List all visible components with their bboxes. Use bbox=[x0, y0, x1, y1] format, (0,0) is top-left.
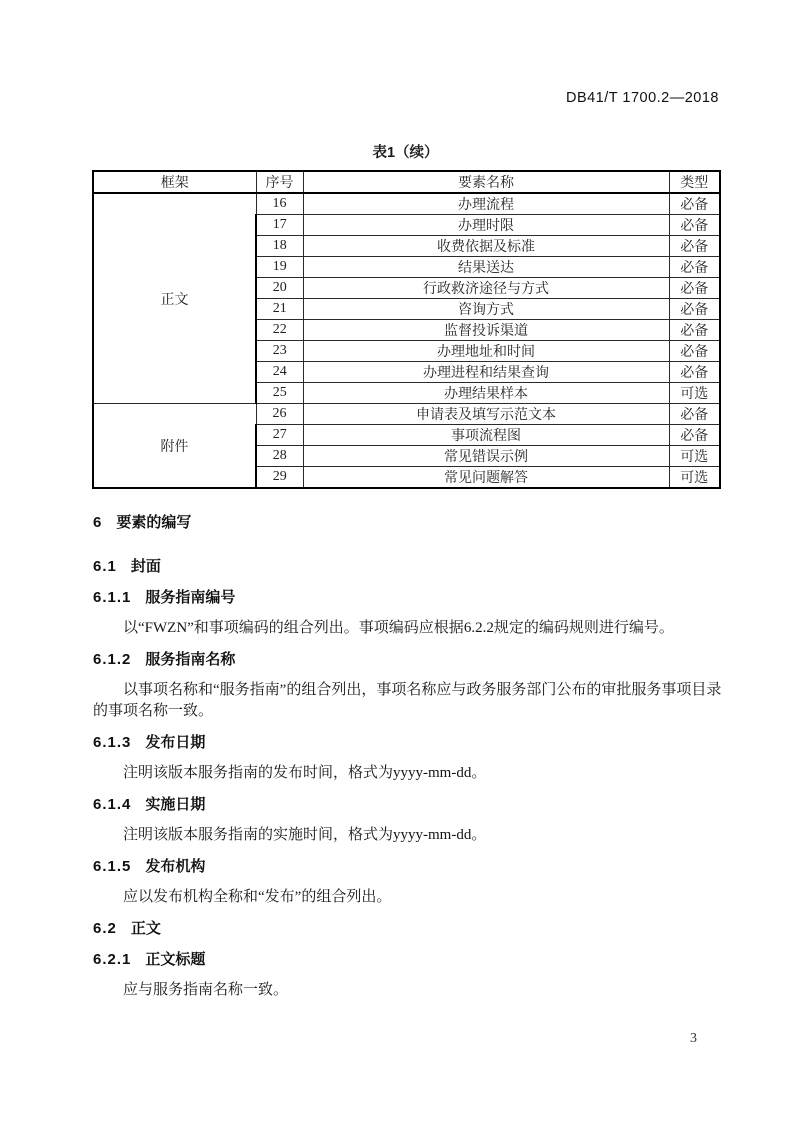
type-cell: 必备 bbox=[669, 236, 720, 257]
number-cell: 24 bbox=[256, 362, 303, 383]
element-name-cell: 申请表及填写示范文本 bbox=[303, 404, 669, 425]
type-cell: 必备 bbox=[669, 299, 720, 320]
section-heading bbox=[93, 556, 725, 577]
section-heading bbox=[93, 949, 725, 970]
element-name-cell: 行政救济途径与方式 bbox=[303, 278, 669, 299]
element-name-cell: 办理进程和结果查询 bbox=[303, 362, 669, 383]
type-cell: 必备 bbox=[669, 278, 720, 299]
type-cell: 必备 bbox=[669, 215, 720, 236]
section-heading bbox=[93, 856, 725, 877]
section-number: 6 bbox=[93, 514, 103, 531]
section-heading bbox=[93, 732, 725, 753]
frame-cell: 正文 bbox=[93, 193, 256, 404]
table-body bbox=[93, 193, 720, 488]
section-title: 正文标题 bbox=[145, 951, 206, 968]
section-title: 要素的编写 bbox=[116, 514, 192, 531]
type-cell: 必备 bbox=[669, 341, 720, 362]
page-number: 3 bbox=[690, 1031, 697, 1046]
type-cell: 必备 bbox=[669, 257, 720, 278]
section-heading bbox=[93, 649, 725, 670]
number-cell: 28 bbox=[256, 446, 303, 467]
table-title: 表1（续） bbox=[372, 145, 439, 161]
section-paragraph: 以事项名称和“服务指南”的组合列出，事项名称应与政务服务部门公布的审批服务事项目录的事项名称一致。 bbox=[93, 682, 722, 719]
type-cell: 可选 bbox=[669, 467, 720, 489]
section-title: 实施日期 bbox=[145, 796, 206, 813]
number-cell: 17 bbox=[256, 215, 303, 236]
section-paragraph: 应以发布机构全称和“发布”的组合列出。 bbox=[123, 889, 392, 905]
number-cell: 27 bbox=[256, 425, 303, 446]
number-cell: 23 bbox=[256, 341, 303, 362]
section-paragraph: 注明该版本服务指南的发布时间，格式为yyyy-mm-dd。 bbox=[123, 765, 487, 781]
section-number: 6.2.1 bbox=[93, 951, 132, 968]
col-header-number: 序号 bbox=[256, 171, 303, 193]
frame-cell: 附件 bbox=[93, 404, 256, 489]
element-name-cell: 常见错误示例 bbox=[303, 446, 669, 467]
table-header bbox=[93, 171, 720, 193]
section-number: 6.1.4 bbox=[93, 796, 132, 813]
type-cell: 必备 bbox=[669, 193, 720, 215]
element-name-cell: 办理结果样本 bbox=[303, 383, 669, 404]
number-cell: 20 bbox=[256, 278, 303, 299]
section-paragraph: 注明该版本服务指南的实施时间，格式为yyyy-mm-dd。 bbox=[123, 827, 487, 843]
section-heading bbox=[93, 587, 725, 608]
type-cell: 可选 bbox=[669, 446, 720, 467]
section-number: 6.1.1 bbox=[93, 589, 132, 606]
type-cell: 必备 bbox=[669, 425, 720, 446]
element-name-cell: 收费依据及标准 bbox=[303, 236, 669, 257]
col-header-type: 类型 bbox=[669, 171, 720, 193]
element-name-cell: 事项流程图 bbox=[303, 425, 669, 446]
table-row bbox=[93, 404, 720, 425]
element-name-cell: 咨询方式 bbox=[303, 299, 669, 320]
number-cell: 26 bbox=[256, 404, 303, 425]
table-header-row bbox=[93, 171, 720, 193]
element-name-cell: 办理地址和时间 bbox=[303, 341, 669, 362]
section-heading bbox=[93, 512, 725, 533]
section-heading bbox=[93, 794, 725, 815]
element-name-cell: 结果送达 bbox=[303, 257, 669, 278]
section-number: 6.1 bbox=[93, 558, 117, 575]
element-name-cell: 办理时限 bbox=[303, 215, 669, 236]
body-content bbox=[93, 512, 725, 1001]
table-row bbox=[93, 193, 720, 215]
col-header-element-name: 要素名称 bbox=[303, 171, 669, 193]
document-code: DB41/T 1700.2—2018 bbox=[565, 90, 719, 106]
number-cell: 22 bbox=[256, 320, 303, 341]
number-cell: 18 bbox=[256, 236, 303, 257]
number-cell: 25 bbox=[256, 383, 303, 404]
type-cell: 必备 bbox=[669, 404, 720, 425]
section-number: 6.1.5 bbox=[93, 858, 132, 875]
section-title: 服务指南名称 bbox=[145, 651, 236, 668]
section-number: 6.2 bbox=[93, 920, 117, 937]
number-cell: 19 bbox=[256, 257, 303, 278]
type-cell: 可选 bbox=[669, 383, 720, 404]
section-number: 6.1.3 bbox=[93, 734, 132, 751]
section-title: 服务指南编号 bbox=[145, 589, 236, 606]
col-header-frame: 框架 bbox=[93, 171, 256, 193]
type-cell: 必备 bbox=[669, 362, 720, 383]
elements-table bbox=[92, 170, 721, 489]
section-title: 封面 bbox=[130, 558, 161, 575]
section-title: 发布机构 bbox=[145, 858, 206, 875]
element-name-cell: 监督投诉渠道 bbox=[303, 320, 669, 341]
number-cell: 29 bbox=[256, 467, 303, 489]
number-cell: 16 bbox=[256, 193, 303, 215]
element-name-cell: 办理流程 bbox=[303, 193, 669, 215]
section-title: 发布日期 bbox=[145, 734, 206, 751]
section-number: 6.1.2 bbox=[93, 651, 132, 668]
section-title: 正文 bbox=[130, 920, 161, 937]
section-paragraph: 以“FWZN”和事项编码的组合列出。事项编码应根据6.2.2规定的编码规则进行编号。 bbox=[123, 620, 674, 636]
element-name-cell: 常见问题解答 bbox=[303, 467, 669, 489]
type-cell: 必备 bbox=[669, 320, 720, 341]
section-paragraph: 应与服务指南名称一致。 bbox=[123, 982, 289, 998]
section-heading bbox=[93, 918, 725, 939]
number-cell: 21 bbox=[256, 299, 303, 320]
